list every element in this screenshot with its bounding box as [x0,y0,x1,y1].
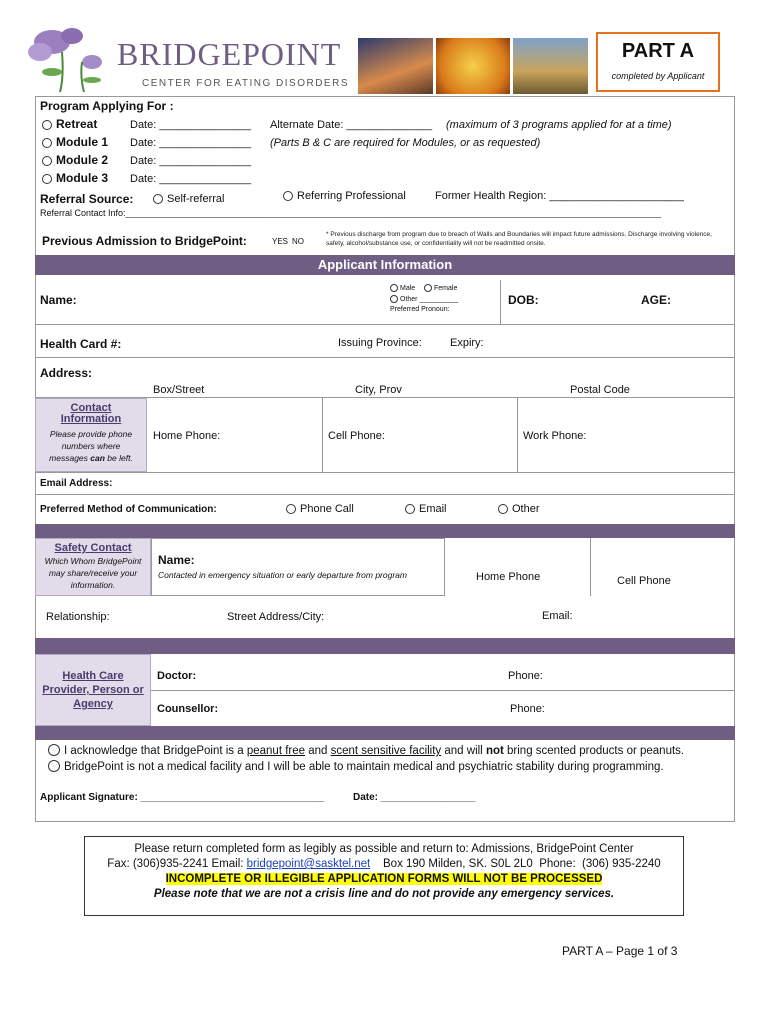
box-street-label: Box/Street [153,384,205,396]
name-label: Name: [40,293,77,307]
program-option-module-2[interactable]: Module 2 [42,153,108,167]
program-option-retreat[interactable]: Retreat [42,117,97,131]
issuing-province-field[interactable]: Issuing Province: [338,337,422,349]
divider [35,357,735,358]
module-1-radio[interactable] [42,138,52,148]
dob-label: DOB: [508,293,539,307]
other-gender-radio[interactable] [390,295,398,303]
email-option[interactable]: Email [405,503,447,515]
logo-wordmark: BRIDGEPOINT [117,36,342,72]
section-band [35,638,735,654]
email-link[interactable]: bridgepoint@sasktel.net [246,858,371,870]
module-3-date-field[interactable]: Date: _______________ [130,173,252,185]
safety-home-phone-field[interactable]: Home Phone [476,571,541,583]
section-band [35,726,735,740]
provider-panel [35,654,151,726]
contact-info-note: Please provide phone numbers where messages can be left. [49,429,133,463]
signature-date-field[interactable]: Date: _________________ [353,792,476,803]
ack-medical-radio[interactable] [48,760,60,772]
safety-contact-note: Which Whom BridgePoint may share/receive your information. [44,556,142,590]
contact-info-panel [35,398,147,472]
contact-line: Fax: (306)935-2241 Email: bridgepoint@sasktel.net Box 190 Milden, SK. S0L 2L0 Phone: (306) 935-2240 [107,858,661,870]
applicant-info-band [35,255,735,275]
previous-discharge-note: * Previous discharge from program due to breach of Walls and Boundaries will impact future admissions. Discharge involving violence, safety, alcohol/substance use, or confidentiality will not be readmitted onsite. [326,231,712,247]
gender-male-option[interactable]: Male [390,284,415,292]
module-2-date-field[interactable]: Date: _______________ [130,155,252,167]
program-heading: Program Applying For : [40,99,174,113]
safety-contact-panel [35,538,151,596]
preferred-pronoun-field[interactable]: Preferred Pronoun: [390,306,450,313]
previous-no-option[interactable]: NO [292,237,304,246]
female-radio[interactable] [424,284,432,292]
referral-contact-field[interactable]: Referral Contact Info:___________________________________________________________________________________________________________ [40,208,662,218]
page-number: PART A – Page 1 of 3 [562,944,678,958]
address-label: Address: [40,366,93,380]
divider [517,398,518,472]
divider [35,472,735,473]
gender-other-option[interactable]: Other __________ [390,295,458,303]
self-referral-option[interactable]: Self-referral [153,193,224,205]
retreat-date-field[interactable]: Date: _______________ [130,119,252,131]
safety-name-box [151,538,445,596]
referring-professional-option[interactable]: Referring Professional [283,190,406,202]
relationship-field[interactable]: Relationship: [46,611,110,623]
age-label: AGE: [641,293,671,307]
work-phone-field[interactable]: Work Phone: [523,430,587,442]
retreat-radio[interactable] [42,120,52,130]
divider [35,494,735,495]
part-subtitle: completed by Applicant [611,71,705,81]
health-card-label: Health Card #: [40,337,122,351]
part-title: PART A [621,40,695,62]
ack-peanut-radio[interactable] [48,744,60,756]
other-option[interactable]: Other [498,503,540,515]
safety-cell-phone-field[interactable]: Cell Phone [617,575,671,587]
photo-people-chain-icon [436,38,511,94]
incomplete-warning: INCOMPLETE OR ILLEGIBLE APPLICATION FORMS WILL NOT BE PROCESSED [165,873,603,885]
cell-phone-field[interactable]: Cell Phone: [328,430,385,442]
phone-call-radio[interactable] [286,504,296,514]
safety-email-field[interactable]: Email: [542,610,573,622]
divider [35,324,735,325]
return-instructions-box [84,836,684,916]
expiry-field[interactable]: Expiry: [450,337,484,349]
city-prov-label: City, Prov [355,384,402,396]
home-phone-field[interactable]: Home Phone: [153,430,221,442]
alternate-date-field[interactable]: Alternate Date: ______________ [270,119,433,131]
street-address-field[interactable]: Street Address/City: [227,611,325,623]
applicant-signature-field[interactable]: Applicant Signature: _________________________________ [40,792,325,803]
email-radio[interactable] [405,504,415,514]
crisis-line-note: Please note that we are not a crisis line and do not provide any emergency services. [153,888,615,900]
divider [500,280,501,324]
divider [590,538,591,596]
other-radio[interactable] [498,504,508,514]
gender-female-option[interactable]: Female [424,284,457,292]
program-option-module-1[interactable]: Module 1 [42,135,108,149]
max-programs-note: (maximum of 3 programs applied for at a time) [446,119,672,131]
return-instructions: Please return completed form as legibly as possible and return to: Admissions, BridgePoint Center [134,843,634,855]
section-band [35,524,735,538]
logo-subtitle: CENTER FOR EATING DISORDERS [142,78,349,89]
module-2-radio[interactable] [42,156,52,166]
acknowledgement-medical[interactable]: BridgePoint is not a medical facility and I will be able to maintain medical and psychiatric stability during programming. [48,760,664,773]
parts-required-note: (Parts B & C are required for Modules, or as requested) [270,137,541,149]
module-1-date-field[interactable]: Date: _______________ [130,137,252,149]
email-address-field[interactable]: Email Address: [40,478,113,489]
doctor-field[interactable]: Doctor: [157,670,197,682]
safety-name-label: Name: [158,553,195,567]
divider [151,690,735,691]
contact-info-title: Contact Information [60,402,122,425]
part-a-box [596,32,720,92]
doctor-phone-field[interactable]: Phone: [508,670,543,682]
photo-sunset-hand-icon [358,38,433,94]
flower-logo-icon [22,22,122,92]
previous-yes-option[interactable]: YES [272,237,289,246]
self-referral-radio[interactable] [153,194,163,204]
divider [322,398,323,472]
referring-professional-radio[interactable] [283,191,293,201]
counsellor-phone-field[interactable]: Phone: [510,703,545,715]
module-3-radio[interactable] [42,174,52,184]
counsellor-field[interactable]: Counsellor: [157,703,219,715]
acknowledgement-peanut[interactable]: I acknowledge that BridgePoint is a peanut free and scent sensitive facility and will not bring scented products or peanuts. [48,744,684,757]
previous-admission-label: Previous Admission to BridgePoint: [42,234,247,248]
header-photos [358,38,588,94]
referral-source-label: Referral Source: [40,192,134,206]
logo [22,22,352,92]
photo-field-person-icon [513,38,588,94]
program-option-module-3[interactable]: Module 3 [42,171,108,185]
postal-code-label: Postal Code [570,384,630,396]
former-health-region-field[interactable]: Former Health Region: ______________________ [435,190,684,202]
safety-contact-title: Safety Contact [54,542,132,554]
male-radio[interactable] [390,284,398,292]
applicant-info-title: Applicant Information [317,257,453,272]
provider-title: Health Care Provider, Person or Agency [42,670,144,710]
preferred-communication-label: Preferred Method of Communication: [40,504,217,515]
safety-contacted-note: Contacted in emergency situation or early departure from program [158,570,407,580]
phone-call-option[interactable]: Phone Call [286,503,354,515]
